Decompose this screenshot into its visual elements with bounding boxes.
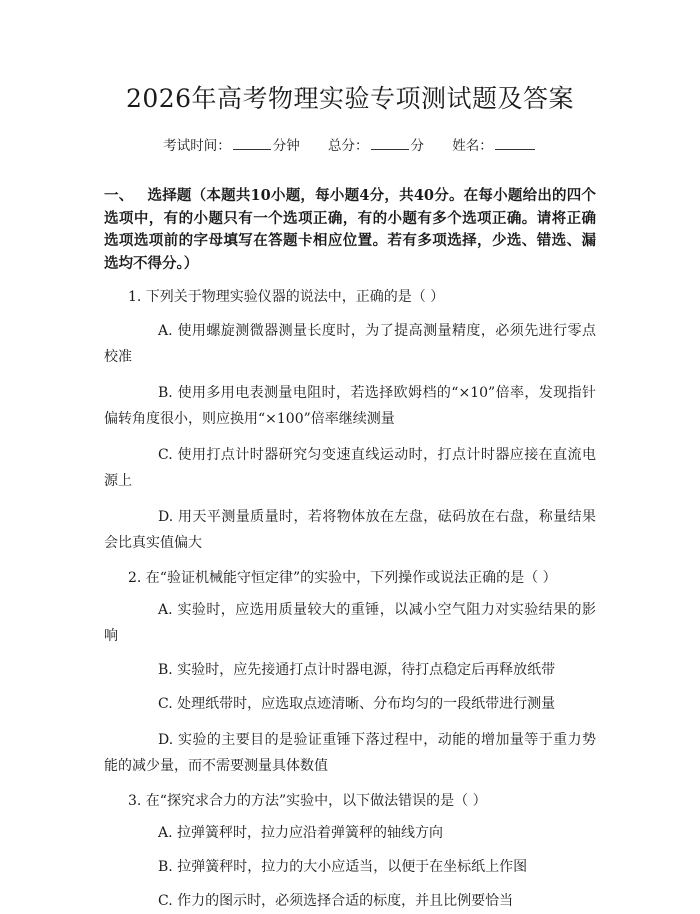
total-score-label: 总分： [328, 138, 369, 154]
exam-time-blank [233, 135, 271, 150]
student-name-blank [495, 135, 535, 150]
question-2-option-d: D. 实验的主要目的是验证重锤下落过程中，动能的增加量等于重力势能的减少量，而不需要测量具体数值 [104, 732, 596, 774]
question-3-option-a: A. 拉弹簧秤时，拉力应沿着弹簧秤的轴线方向 [158, 825, 444, 841]
question-stem-3: 3. 在“探究求合力的方法”实验中，以下做法错误的是（ ） [128, 793, 487, 809]
question-2-option-b: B. 实验时，应先接通打点计时器电源，待打点稳定后再释放纸带 [158, 662, 556, 678]
question-stem-2: 2. 在“验证机械能守恒定律”的实验中，下列操作或说法正确的是（ ） [128, 570, 557, 586]
question-2-option-c: C. 处理纸带时，应选取点迹清晰、分布均匀的一段纸带进行测量 [158, 696, 556, 712]
question-1-option-c: C. 使用打点计时器研究匀变速直线运动时，打点计时器应接在直流电源上 [104, 447, 596, 489]
total-score-field [328, 135, 424, 156]
exam-time-label: 考试时间： [163, 138, 231, 154]
total-score-unit: 分 [410, 138, 424, 154]
total-score-blank [371, 135, 409, 150]
question-2-option-a: A. 实验时，应选用质量较大的重锤，以减小空气阻力对实验结果的影响 [104, 602, 596, 644]
question-1-option-a: A. 使用螺旋测微器测量长度时，为了提高测量精度，必须先进行零点校准 [104, 323, 596, 365]
page-title: 2026年高考物理实验专项测试题及答案 [125, 84, 575, 113]
exam-time-field [163, 135, 300, 156]
question-3-option-c: C. 作力的图示时，必须选择合适的标度，并且比例要恰当 [158, 893, 514, 909]
exam-meta [104, 135, 596, 156]
exam-time-unit: 分钟 [272, 138, 300, 154]
section-instructions: 选择题（本题共10小题，每小题4分，共40分。在每小题给出的四个选项中，有的小题只有一个选项正确，有的小题有多个选项正确。请将正确选项选项前的字母填写在答题卡相应位置。若有多项选择，少选、错选、漏选均不得分。） [104, 187, 597, 272]
section-heading [104, 185, 596, 275]
question-1-option-d: D. 用天平测量质量时，若将物体放在左盘，砝码放在右盘，称量结果会比真实值偏大 [104, 509, 596, 551]
question-1-option-b: B. 使用多用电表测量电阻时，若选择欧姆档的“×10”倍率，发现指针偏转角度很小，则应换用“×100”倍率继续测量 [104, 385, 596, 427]
student-name-label: 姓名： [452, 138, 493, 154]
student-name-field [452, 135, 537, 156]
question-3-option-b: B. 拉弹簧秤时，拉力的大小应适当，以便于在坐标纸上作图 [158, 859, 528, 875]
section-number: 一、 [104, 187, 134, 204]
question-stem-1: 1. 下列关于物理实验仪器的说法中，正确的是（ ） [128, 289, 445, 305]
